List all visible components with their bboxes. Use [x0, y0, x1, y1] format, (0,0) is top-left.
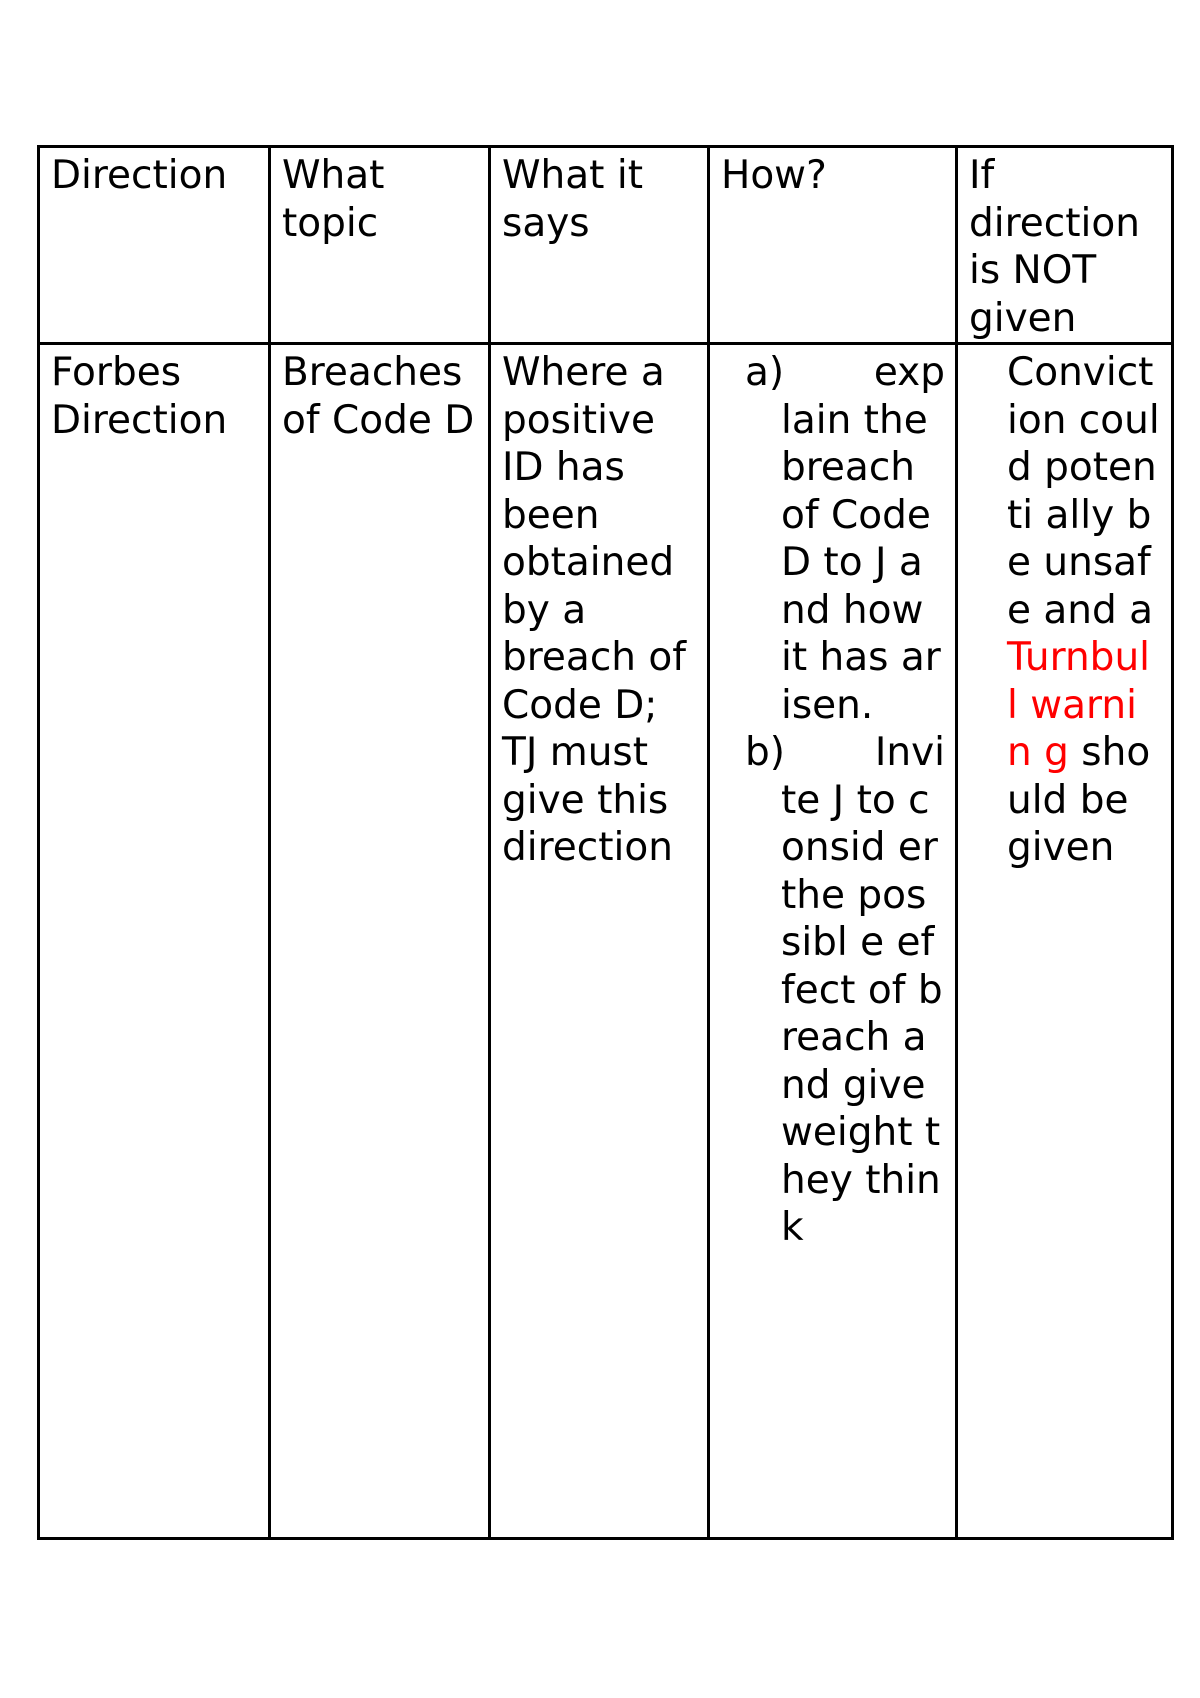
header-cell-topic: [270, 147, 490, 344]
directions-table: [37, 145, 1174, 1540]
if-not-given-text: [969, 349, 1161, 872]
header-cell-what-it-says: [490, 147, 709, 344]
header-if-not-given-text: If direction is NOT given: [969, 153, 1140, 341]
list-item-b-first: Invi: [874, 730, 945, 775]
header-cell-if-not-given: [957, 147, 1173, 344]
direction-text: Forbes Direction: [51, 350, 228, 443]
topic-text: Breaches of Code D: [282, 350, 475, 443]
list-item: [721, 729, 945, 1252]
header-cell-direction: [39, 147, 270, 344]
table-row: [39, 344, 1173, 1539]
list-marker-b: b): [745, 730, 785, 775]
cell-what-it-says: [490, 344, 709, 1539]
what-it-says-text: Where a positive ID has been obtained by a breach of Code D; TJ must give this direction: [502, 350, 686, 870]
list-item: [721, 349, 945, 729]
cell-direction: [39, 344, 270, 1539]
turnbull-warning-highlight: Turnbul l warnin g: [1007, 635, 1150, 775]
table-header-row: [39, 147, 1173, 344]
how-list: [721, 349, 945, 1252]
header-cell-how: [709, 147, 957, 344]
list-item-a-text: lain the breach of Code D to J and how it has arisen.: [781, 397, 941, 728]
header-direction-text: Direction: [51, 153, 228, 198]
header-what-it-says-text: What it says: [502, 153, 643, 246]
cell-how: [709, 344, 957, 1539]
consequence-text: Convict ion could potenti ally be unsafe and a: [1007, 350, 1160, 633]
header-topic-text: What topic: [282, 153, 385, 246]
list-marker-a: a): [745, 350, 785, 395]
list-item-b-text: te J to consid er the possibl e effect of breach and give weight they think: [781, 777, 943, 1250]
consequence-tail-text: should be given: [1007, 730, 1151, 870]
cell-if-not-given: [957, 344, 1173, 1539]
list-item-a-first: exp: [873, 350, 945, 395]
header-how-text: How?: [721, 153, 827, 198]
cell-topic: [270, 344, 490, 1539]
